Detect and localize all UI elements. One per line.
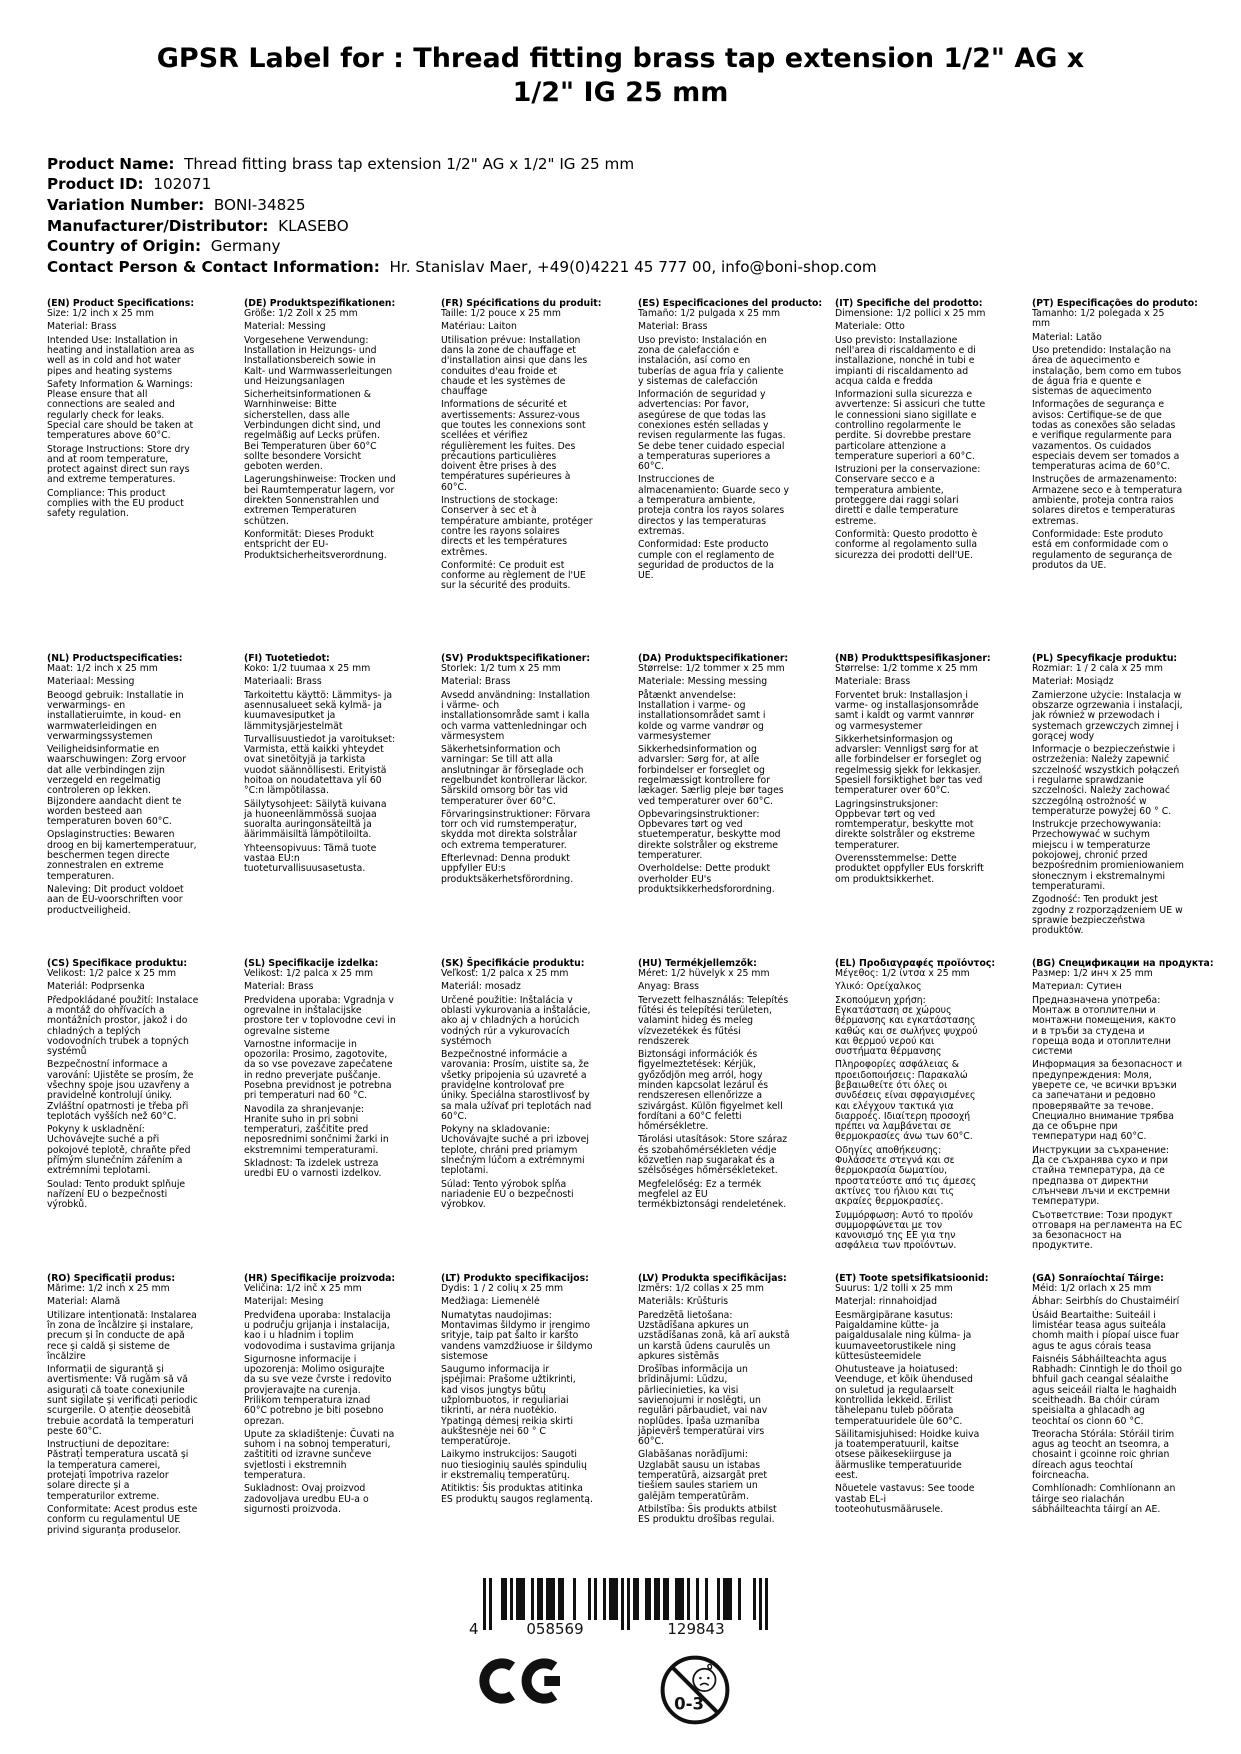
spec-paragraph: Súlad: Tento výrobok spĺňa nariadenie EÚ o bezpečnosti výrobkov. <box>441 1178 574 1211</box>
spec-paragraph: Avsedd användning: Installation i värme- och installationsområde samt i kalla och varma vattenledningar och värmesystem <box>441 689 591 742</box>
info-value: BONI-34825 <box>204 195 306 214</box>
spec-block-ga <box>1032 1274 1184 1536</box>
spec-block-header: (EL) Προδιαγραφές προϊόντος: <box>835 957 996 969</box>
spec-paragraph: Förvaringsinstruktioner: Förvara torr och vid rumstemperatur, skydda mot direkta solstrålar och extrema temperaturer. <box>441 808 591 851</box>
spec-paragraph: Material: Alamă <box>47 1296 121 1308</box>
ean13-barcode <box>469 1578 773 1646</box>
spec-paragraph: Treoracha Stórála: Stóráil tirim agus ag teocht an tseomra, a chosaint i gcoinne roic ghrian díreach agus teochtaí foircneacha. <box>1032 1428 1175 1482</box>
spec-paragraph: Koko: 1/2 tuumaa x 25 mm <box>244 663 371 675</box>
spec-paragraph: Forventet bruk: Installasjon i varme- og installasjonsområde samt i kaldt og varmt vannrør og varmesystemer <box>835 689 979 732</box>
product-info-row <box>47 216 1241 237</box>
spec-block-pl <box>1032 654 1184 959</box>
spec-paragraph: Sukladnost: Ovaj proizvod zadovoljava uredbu EU-a o sigurnosti proizvoda. <box>244 1483 369 1515</box>
spec-paragraph: Upute za skladištenje: Čuvati na suhom i na sobnoj temperaturi, zaštititi od izravne sunčeve svjetlosti i ekstremnih temperatura. <box>244 1428 395 1482</box>
spec-block-header: (PT) Especificações do produto: <box>1032 297 1198 309</box>
spec-paragraph: Vorgesehene Verwendung: Installation in Heizungs- und Installationsbereich sowie in Kalt- und Warmwasserleitungen und Heizungsanlagen <box>244 334 393 387</box>
spec-paragraph: Material: Brass <box>47 321 117 333</box>
spec-block-header: (SV) Produktspecifikationer: <box>441 652 591 664</box>
spec-paragraph: Megfelelőség: Ez a termék megfelel az EU termékbiztonsági rendeletének. <box>638 1178 787 1211</box>
spec-paragraph: Συμμόρφωση: Αυτό το προϊόν συμμορφώνεται με τον κανονισμό της ΕΕ για την ασφάλεια των προϊόντων. <box>835 1209 973 1252</box>
spec-paragraph: Størrelse: 1/2 tommer x 25 mm <box>638 663 785 675</box>
spec-paragraph: Uso previsto: Instalación en zona de calefacción e instalación, así como en tuberías de agua fría y caliente y sistemas de calefacción <box>638 334 784 387</box>
spec-block-pt <box>1032 297 1198 654</box>
spec-paragraph: Opbevaringsinstruktioner: Opbevares tørt og ved stuetemperatur, beskytte mod direkte solstråler og ekstreme temperaturer. <box>638 808 781 862</box>
spec-paragraph: Размер: 1/2 инч x 25 mm <box>1032 968 1153 980</box>
spec-paragraph: Πληροφορίες ασφάλειας & προειδοποιήσεις: Παρακαλώ βεβαιωθείτε ότι όλες οι συνδέσεις είναι σφραγισμένες και ελέγχουν τακτικά για διαρροές. Ιδιαίτερη προσοχή πρέπει να λαμβάνεται σε θερμοκρασίες άνω των 60°C. <box>835 1059 976 1143</box>
spec-block-header: (HR) Specifikacije proizvoda: <box>244 1272 396 1284</box>
spec-block-header: (NB) Produkttspesifikasjoner: <box>835 652 991 664</box>
spec-paragraph: Säilitamisjuhised: Hoidke kuiva ja toatemperatuuril, kaitse otsese päikesekiirguse ja äärmuslike temperatuuride eest. <box>835 1428 980 1482</box>
spec-paragraph: Intended Use: Installation in heating and installation area as well as in cold and hot water pipes and heating systems <box>47 334 195 377</box>
spec-paragraph: Size: 1/2 inch x 25 mm <box>47 308 154 320</box>
spec-paragraph: Sicherheitsinformationen & Warnhinweise: Bitte sicherstellen, dass alle Verbindungen dicht sind, und regelmäßig auf Lecks prüfen. Bei Temperaturen über 60°C sollte besondere Vorsicht geboten werden. <box>244 389 381 473</box>
spec-paragraph: Größe: 1/2 Zoll x 25 mm <box>244 308 358 320</box>
spec-block-da <box>638 654 790 959</box>
spec-paragraph: Materiale: Otto <box>835 321 905 333</box>
spec-paragraph: Storlek: 1/2 tum x 25 mm <box>441 663 561 675</box>
product-info-row <box>47 195 1241 216</box>
spec-block-en <box>47 299 199 654</box>
spec-paragraph: Informații de siguranță și avertismente: Vă rugăm să vă asigurați că toate conexiunile sunt sigilate și verificați periodic scurgerile. O atenție deosebită trebuie acordată la temperaturi peste 60°C. <box>47 1364 198 1437</box>
spec-paragraph: Sigurnosne informacije i upozorenja: Molimo osigurajte da su sve veze čvrste i redovito provjeravajte na curenja. Prilikom temperatura iznad 60°C potrebno je biti posebno oprezan. <box>244 1353 392 1427</box>
spec-block-header: (BG) Спецификации на продукта: <box>1032 957 1214 969</box>
spec-paragraph: Pokyny na skladovanie: Uchovávajte suché a pri izbovej teplote, chráni pred priamym slnečným lúčom a extrémnymi teplotami. <box>441 1124 589 1177</box>
spec-paragraph: Tervezett felhasználás: Telepítés fűtési és telepítési területen, valamint hideg és meleg vízvezetékek és fűtési rendszerek <box>638 994 789 1047</box>
spec-paragraph: Úsáid Beartaithe: Suiteáil i limistéar teasa agus suiteála chomh maith i píopaí uisce fuar agus te agus córais teasa <box>1032 1309 1180 1352</box>
spec-paragraph: Predviđena uporaba: Instalacija u području grijanja i instalacija, kao i u hladnim i toplim vodovodima i sustavima grijanja <box>244 1309 396 1352</box>
spec-block-et <box>835 1274 987 1536</box>
spec-paragraph: Beoogd gebruik: Installatie in verwarmings- en installatieruimte, in koud- en warmwaterleidingen en verwarmingssystemen <box>47 689 184 742</box>
info-value: Germany <box>201 237 281 256</box>
barcode-bars <box>469 1578 773 1642</box>
spec-paragraph: Uso pretendido: Instalação na área de aquecimento e instalação, bem como em tubos de água fria e quente e sistemas de aquecimento <box>1032 344 1182 398</box>
info-value: 102071 <box>143 175 212 194</box>
spec-paragraph: Säilytysohjeet: Säilytä kuivana ja huoneenlämmössä suojaa suoralta auringonsäteiltä ja äärimmäisiltä lämpötiloilta. <box>244 798 387 841</box>
spec-paragraph: Biztonsági információk és figyelmeztetések: Kérjük, győződjön meg arról, hogy minden kapcsolat lezárul és rendszeresen ellenőrizze a szivárgást. Külön figyelmet kell fordítani a 60°C feletti hőmérsékletre. <box>638 1049 783 1133</box>
spec-block-header: (DE) Produktspezifikationen: <box>244 297 396 309</box>
spec-paragraph: Materiaali: Brass <box>244 676 322 688</box>
spec-paragraph: Materijal: Mesing <box>244 1296 324 1308</box>
spec-paragraph: Zamierzone użycie: Instalacja w obszarze ogrzewania i instalacji, jak również w przewodach i systemach grzewczych zimnej i gorącej wody <box>1032 689 1183 742</box>
spec-paragraph: Οδηγίες αποθήκευσης: Φυλάσσετε στεγνά και σε θερμοκρασία δωματίου, προστατεύστε από τις άμεσες ακτίνες του ήλιου και τις ακραίες θερμοκρασίες. <box>835 1144 977 1208</box>
certification-marks <box>479 1654 731 1730</box>
spec-paragraph: Turvallisuustiedot ja varoitukset: Varmista, että kaikki yhteydet ovat sinetöityjä ja tarkista vuodot säännöllisesti. Erityistä hoitoa on noudatettava yli 60 °C:n lämpötilassa. <box>244 733 396 797</box>
spec-paragraph: Velikost: 1/2 palca x 25 mm <box>244 968 374 980</box>
spec-paragraph: Méret: 1/2 hüvelyk x 25 mm <box>638 968 770 980</box>
spec-block-header: (NL) Productspecificaties: <box>47 652 183 664</box>
spec-paragraph: Conformità: Questo prodotto è conforme al regolamento sulla sicurezza dei prodotti dell'UE. <box>835 528 978 561</box>
spec-paragraph: Ábhar: Seirbhís do Chustaiméirí <box>1032 1296 1180 1308</box>
spec-paragraph: Påtænkt anvendelse: Installation i varme- og installationsområdet samt i kolde og varme vandrør og varmesystemer <box>638 689 766 742</box>
spec-paragraph: Matériau: Laiton <box>441 321 517 333</box>
spec-paragraph: Laikymo instrukcijos: Saugoti nuo tiesioginių saulės spindulių ir ekstremalių temperatūrų. <box>441 1449 587 1482</box>
spec-paragraph: Informazioni sulla sicurezza e avvertenze: Si assicuri che tutte le connessioni siano sigillate e controllino regolarmente le perdite. Si dovrebbe prestare particolare attenzione a temperature superiori a 60°C. <box>835 389 986 462</box>
spec-paragraph: Paredzētā lietošana: Uzstādīšana apkures un uzstādīšanas zonā, kā arī aukstā un karstā ūdens caurulēs un apkures sistēmās <box>638 1309 790 1362</box>
spec-paragraph: Conformidad: Este producto cumple con el reglamento de seguridad de productos de la UE. <box>638 539 775 582</box>
spec-paragraph: Ohutusteave ja hoiatused: Veenduge, et kõik ühendused on suletud ja regulaarselt kontrollida lekkeid. Erilist tähelepanu tuleb pöörata temperatuuridele üle 60°C. <box>835 1364 973 1427</box>
spec-paragraph: Materiale: Messing messing <box>638 676 768 688</box>
spec-grid <box>47 299 1241 1536</box>
spec-paragraph: Izmērs: 1/2 collas x 25 mm <box>638 1283 764 1295</box>
spec-block-es <box>638 297 823 654</box>
svg-text:129843: 129843 <box>666 1620 725 1638</box>
info-value: KLASEBO <box>268 216 349 235</box>
spec-paragraph: Informações de segurança e avisos: Certifique-se de que todas as conexões são seladas e verifique regularmente para vazamentos. Os cuidados especiais devem ser tomados a temperaturas acima de 60°C. <box>1032 399 1180 473</box>
spec-paragraph: Compliance: This product complies with the EU product safety regulation. <box>47 487 184 520</box>
spec-paragraph: Overensstemmelse: Dette produktet oppfyller EUs forskrift om produktsikkerhet. <box>835 853 984 885</box>
spec-paragraph: Σκοπούμενη χρήση: Εγκατάσταση σε χώρους θέρμανσης και εγκατάστασης καθώς και σε σωλήνες ψυχρού και θερμού νερού και συστήματα θέρμανσης <box>835 994 978 1058</box>
info-label: Variation Number: <box>47 195 205 214</box>
spec-block-lt <box>441 1274 593 1536</box>
ce-mark-icon <box>479 1654 565 1712</box>
spec-block-header: (LV) Produkta specifikācijas: <box>638 1272 787 1284</box>
spec-block-header: (ES) Especificaciones del producto: <box>638 297 823 309</box>
spec-paragraph: Съответствие: Този продукт отговаря на регламента на ЕС за безопасност на продуктите. <box>1032 1209 1183 1252</box>
spec-block-header: (HU) Termékjellemzők: <box>638 957 757 969</box>
spec-paragraph: Pokyny k uskladnění: Uchovávejte suché a při pokojové teplotě, chraňte před přímým slunečním zářením a extrémními teplotami. <box>47 1124 191 1177</box>
svg-text:0-3: 0-3 <box>673 1694 704 1714</box>
spec-paragraph: Instrucciones de almacenamiento: Guarde seco y a temperatura ambiente, proteja contra los rayos solares directos y las temperaturas extremas. <box>638 474 789 537</box>
spec-block-bg <box>1032 957 1214 1274</box>
spec-paragraph: Materiał: Mosiądz <box>1032 676 1114 688</box>
spec-block-header: (ET) Toote spetsifikatsioonid: <box>835 1272 989 1284</box>
spec-paragraph: Instrukcje przechowywania: Przechowywać w suchym miejscu i w temperaturze pokojowej, chronić przed bezpośrednim promieniowaniem słonecznym i ekstremalnymi temperaturami. <box>1032 819 1184 892</box>
spec-paragraph: Informacje o bezpieczeństwie i ostrzeżenia: Należy zapewnić szczelność wszystkich połączeń i regularne sprawdzanie szczelności. Należy zachować szczególną ostrożność w temperaturze powyżej 60 ° C. <box>1032 744 1180 817</box>
spec-block-header: (EN) Product Specifications: <box>47 297 195 309</box>
spec-paragraph: Opslaginstructies: Bewaren droog en bij kamertemperatuur, beschermen tegen directe zonnestralen en extreme temperaturen. <box>47 829 197 882</box>
spec-paragraph: Lagringsinstruksjoner: Oppbevar tørt og ved romtemperatur, beskytte mot direkte solstråler og ekstreme temperaturer. <box>835 798 975 851</box>
spec-paragraph: Материал: Сутиен <box>1032 981 1122 993</box>
spec-paragraph: Utilisation prévue: Installation dans la zone de chauffage et d'installation ainsi que dans les conduites d'eau froide et chaude et les systèmes de chauffage <box>441 334 588 398</box>
spec-block-nl <box>47 654 199 959</box>
spec-paragraph: Dydis: 1 / 2 colių x 25 mm <box>441 1283 564 1295</box>
spec-paragraph: Soulad: Tento produkt splňuje nařízení EU o bezpečnosti výrobků. <box>47 1178 186 1211</box>
spec-block-header: (DA) Produktspecifikationer: <box>638 652 789 664</box>
product-info-row <box>47 257 1241 278</box>
spec-paragraph: Bezpečnostní informace a varování: Ujistěte se prosím, že všechny spoje jsou uzavřeny a pravidelně kontrolují úniky. Zvláštní opatrnosti je třeba při teplotách vyšších než 60°C. <box>47 1059 194 1122</box>
spec-paragraph: Størrelse: 1/2 tomme x 25 mm <box>835 663 978 675</box>
product-info <box>47 154 1241 278</box>
spec-paragraph: Sikkerhetsinformasjon og advarsler: Vennligst sørg for at alle forbindelser er forseglet og regelmessig sjekk for lekkasjer. Spesiell forsiktighet bør tas ved temperaturer over 60°C. <box>835 733 983 797</box>
spec-paragraph: Saugumo informacija ir įspėjimai: Prašome užtikrinti, kad visos jungtys būtų užplombuotos, ir reguliariai tikrinti, ar nėra nuotėkio. Ypatingą dėmesį reikia skirti aukštesnėje nei 60 ° C temperatūroje. <box>441 1364 576 1448</box>
spec-paragraph: Utilizare intenționată: Instalarea în zona de încălzire și instalare, precum și în conducte de apă rece și caldă și sisteme de încălzire <box>47 1309 197 1362</box>
spec-paragraph: Tamanho: 1/2 polegada x 25 mm <box>1032 308 1165 330</box>
spec-paragraph: Material: Messing <box>244 321 326 333</box>
spec-block-de <box>244 299 396 654</box>
spec-paragraph: Tamaño: 1/2 pulgada x 25 mm <box>638 308 781 320</box>
product-info-row <box>47 174 1241 195</box>
spec-block-hr <box>244 1274 396 1536</box>
spec-paragraph: Taille: 1/2 pouce x 25 mm <box>441 308 561 320</box>
spec-paragraph: Tarkoitettu käyttö: Lämmitys- ja asennusalueet sekä kylmä- ja kuumavesiputket ja lämmitysjärjestelmät <box>244 689 393 732</box>
spec-block-header: (SL) Specifikacije izdelka: <box>244 957 379 969</box>
footer <box>0 1578 1241 1730</box>
spec-block-header: (SK) Špecifikácie produktu: <box>441 957 585 969</box>
age-warning-0-3-icon <box>659 1654 731 1730</box>
spec-block-hu <box>638 959 790 1274</box>
spec-paragraph: Lagerungshinweise: Trocken und bei Raumtemperatur lagern, vor direkten Sonnenstrahlen und extremen Temperaturen schützen. <box>244 474 396 527</box>
spec-paragraph: Material: Brass <box>638 321 708 333</box>
spec-block-header: (PL) Specyfikacje produktu: <box>1032 652 1178 664</box>
spec-block-header: (IT) Specifiche del prodotto: <box>835 297 983 309</box>
spec-paragraph: Conformidade: Este produto está em conformidade com o regulamento de segurança de produtos da UE. <box>1032 528 1173 571</box>
product-info-row <box>47 154 1241 175</box>
spec-block-ro <box>47 1274 199 1536</box>
svg-text:4: 4 <box>468 1620 479 1638</box>
info-label: Country of Origin: <box>47 237 202 256</box>
spec-paragraph: Skladnost: Ta izdelek ustreza uredbi EU o varnosti izdelkov. <box>244 1158 382 1180</box>
spec-paragraph: Velikost: 1/2 palce x 25 mm <box>47 968 177 980</box>
spec-block-header: (RO) Specificații produs: <box>47 1272 176 1284</box>
spec-paragraph: Materiale: Brass <box>835 676 911 688</box>
spec-paragraph: Safety Information & Warnings: Please ensure that all connections are sealed and regularly check for leaks. Special care should be taken at temperatures above 60°C. <box>47 378 194 442</box>
spec-paragraph: Veiligheidsinformatie en waarschuwingen: Zorg ervoor dat alle verbindingen zijn verzegeld en regelmatig controleren op lekken. Bijzondere aandacht dient te worden besteed aan temperaturen boven 60°C. <box>47 744 187 828</box>
spec-block-it <box>835 299 987 654</box>
spec-paragraph: Veľkosť: 1/2 palca x 25 mm <box>441 968 569 980</box>
spec-block-sk <box>441 959 593 1274</box>
spec-paragraph: Suurus: 1/2 tolli x 25 mm <box>835 1283 953 1295</box>
spec-paragraph: Conformité: Ce produit est conforme au règlement de l'UE sur la sécurité des produits. <box>441 559 586 592</box>
spec-paragraph: Comhlíonadh: Comhlíonann an táirge seo rialachán sábháilteachta táirgí an AE. <box>1032 1483 1176 1515</box>
spec-block-fi <box>244 654 396 959</box>
spec-paragraph: Materiál: mosadz <box>441 981 521 993</box>
spec-paragraph: Säkerhetsinformation och varningar: Se till att alla anslutningar är förseglade och regelbundet kontrollerar läckor. Särskild omsorg bör tas vid temperaturer över 60°C. <box>441 744 588 807</box>
spec-paragraph: Předpokládané použití: Instalace a montáž do ohřívacích a montážních prostor, jakož i do chladných a teplých vodovodních trubek a topných systémů <box>47 994 199 1058</box>
product-info-row <box>47 236 1241 257</box>
spec-paragraph: Nõuetele vastavus: See toode vastab EL-i tooteohutusmäärusele. <box>835 1483 975 1515</box>
spec-paragraph: Atitiktis: Šis produktas atitinka ES produktų saugos reglamentą. <box>441 1483 593 1505</box>
spec-paragraph: Mărime: 1/2 inch x 25 mm <box>47 1283 170 1295</box>
spec-paragraph: Overholdelse: Dette produkt overholder EU's produktsikkerhedsforordning. <box>638 863 775 895</box>
page-title: GPSR Label for : Thread fitting brass tap extension 1/2" AG x 1/2" IG 25 mm <box>156 43 1085 108</box>
svg-text:058569: 058569 <box>525 1620 584 1638</box>
spec-paragraph: Materiál: Podprsenka <box>47 981 145 993</box>
spec-paragraph: Atbilstība: Šis produkts atbilst ES produktu drošības regulai. <box>638 1503 777 1526</box>
spec-paragraph: Uso previsto: Installazione nell'area di riscaldamento e di installazione, nonché in tubi e impianti di riscaldamento ad acqua calda e fredda <box>835 334 976 387</box>
spec-paragraph: Maat: 1/2 inch x 25 mm <box>47 663 158 675</box>
spec-paragraph: Информация за безопасност и предупреждения: Моля, уверете се, че всички връзки са запечатани и редовно проверявайте за течове. Специално внимание трябва да се обърне при температури над 60°C. <box>1032 1059 1183 1143</box>
spec-block-lv <box>638 1274 790 1536</box>
spec-paragraph: Dimensione: 1/2 pollici x 25 mm <box>835 308 986 320</box>
spec-paragraph: Инструкции за съхранение: Да се съхранява сухо и при стайна температура, да се предпазва от директни слънчеви лъчи и екстремни температури. <box>1032 1144 1171 1208</box>
spec-block-header: (GA) Sonraíochtaí Táirge: <box>1032 1272 1164 1284</box>
spec-paragraph: Efterlevnad: Denna produkt uppfyller EU:s produktsäkerhetsförordning. <box>441 853 574 885</box>
info-value: Thread fitting brass tap extension 1/2" AG x 1/2" IG 25 mm <box>174 154 635 173</box>
spec-paragraph: Predvidena uporaba: Vgradnja v ogrevalne in inštalacijske prostore ter v toplovodne cevi in ogrevalne sisteme <box>244 994 396 1037</box>
spec-paragraph: Zgodność: Ten produkt jest zgodny z rozporządzeniem UE w sprawie bezpieczeństwa produktów. <box>1032 894 1183 937</box>
spec-paragraph: Storage Instructions: Store dry and at room temperature, protect against direct sun rays and extreme temperatures. <box>47 443 190 486</box>
spec-block-fr <box>441 297 602 654</box>
spec-paragraph: Bezpečnostné informácie a varovania: Prosím, uistite sa, že všetky pripojenia sú uzavreté a pravidelne kontrolovať pre úniky. Špeciálna starostlivosť by sa mala užívať pri teplotách nad 60°C. <box>441 1049 592 1122</box>
spec-block-el <box>835 957 996 1274</box>
spec-paragraph: Drošības informācija un brīdinājumi: Lūdzu, pārliecinieties, ka visi savienojumi ir noslēgti, un regulāri pārbaudiet, vai nav noplūdes. Īpaša uzmanība jāpievērš temperatūrai virs 60°C. <box>638 1364 768 1448</box>
spec-paragraph: Sikkerhedsinformation og advarsler: Sørg for, at alle forbindelser er forseglet og regelmæssigt kontrollere for lækager. Særlig pleje bør tages ved temperaturer over 60°C. <box>638 744 784 807</box>
spec-paragraph: Varnostne informacije in opozorila: Prosimo, zagotovite, da so vse povezave zapečatene in redno preverjate puščanje. Posebna previdnost je potrebna pri temperaturi nad 60 °C. <box>244 1038 393 1102</box>
spec-paragraph: Μέγεθος: 1/2 ίντσα x 25 mm <box>835 968 970 980</box>
spec-paragraph: Materjal: rinnahoidjad <box>835 1296 937 1308</box>
spec-paragraph: Glabāšanas norādījumi: Uzglabāt sausu un istabas temperatūrā, aizsargāt pret tiešiem saules stariem un galējām temperatūrām. <box>638 1449 767 1502</box>
spec-block-header: (LT) Produkto specifikacijos: <box>441 1272 589 1284</box>
spec-paragraph: Material: Brass <box>441 676 511 688</box>
spec-paragraph: Naleving: Dit product voldoet aan de EU-voorschriften voor productveiligheid. <box>47 883 184 916</box>
spec-block-nb <box>835 652 991 959</box>
spec-block-header: (FR) Spécifications du produit: <box>441 297 602 309</box>
info-label: Product ID: <box>47 175 144 194</box>
spec-paragraph: Instruções de armazenamento: Armazene seco e à temperatura ambiente, proteja contra raios solares diretos e temperaturas extremas. <box>1032 474 1183 527</box>
spec-paragraph: Conformitate: Acest produs este conform cu regulamentul UE privind siguranța produselor. <box>47 1503 198 1536</box>
spec-paragraph: Konformität: Dieses Produkt entspricht der EU-Produktsicherheitsverordnung. <box>244 528 387 561</box>
spec-paragraph: Anyag: Brass <box>638 981 700 993</box>
spec-block-sv <box>441 654 593 959</box>
spec-block-header: (FI) Tuotetiedot: <box>244 652 330 664</box>
spec-paragraph: Tárolási utasítások: Store száraz és szobahőmérsékleten védje közvetlen nap sugarakat és a szélsőséges hőmérsékleteket. <box>638 1134 788 1177</box>
spec-paragraph: Rozmiar: 1 / 2 cala x 25 mm <box>1032 663 1163 675</box>
spec-paragraph: Určené použitie: Inštalácia v oblasti vykurovania a inštalácie, ako aj v chladných a horúcich vodných rúr a vykurovacích systémoch <box>441 994 591 1047</box>
info-label: Product Name: <box>47 154 175 173</box>
spec-paragraph: Materiaal: Messing <box>47 676 135 688</box>
spec-block-sl <box>244 959 396 1274</box>
spec-paragraph: Materiāls: Krūšturis <box>638 1296 729 1308</box>
spec-paragraph: Υλικό: Ορείχαλκος <box>835 981 922 993</box>
spec-paragraph: Instrucțiuni de depozitare: Păstrați temperatura uscată și la temperatura camerei, protejați împotriva razelor solare directe și a temperaturilor extreme. <box>47 1439 189 1502</box>
info-label: Contact Person & Contact Information: <box>47 258 380 277</box>
spec-paragraph: Medžiaga: Liemenėlė <box>441 1296 540 1308</box>
spec-paragraph: Предназначена употреба: Монтаж в отоплителни и монтажни помещения, както и в тръби за студена и гореща вода и отоплителни системи <box>1032 994 1176 1058</box>
spec-paragraph: Instructions de stockage: Conserver à sec et à température ambiante, protéger contre les rayons solaires directs et les températures extrêmes. <box>441 495 593 558</box>
spec-paragraph: Numatytas naudojimas: Montavimas šildymo ir įrengimo srityje, taip pat šalto ir karšto vandens vamzdžiuose ir šildymo sistemose <box>441 1309 593 1362</box>
spec-paragraph: Méid: 1/2 orlach x 25 mm <box>1032 1283 1152 1295</box>
info-label: Manufacturer/Distributor: <box>47 216 269 235</box>
spec-paragraph: Faisnéis Sábháilteachta agus Rabhadh: Cinntigh le do thoil go bhfuil gach ceangal séalaithe agus seiceáil rialta le haghaidh sceitheadh. Ba chóir cúram speisialta a ghlacadh ag teochtaí os cionn 60 °C. <box>1032 1353 1182 1427</box>
spec-block-cs <box>47 959 199 1274</box>
info-value: Hr. Stanislav Maer, +49(0)4221 45 777 00, info@boni-shop.com <box>379 258 877 277</box>
spec-paragraph: Material: Latão <box>1032 331 1102 343</box>
spec-block-header: (CS) Specifikace produktu: <box>47 957 188 969</box>
spec-paragraph: Veličina: 1/2 inč x 25 mm <box>244 1283 362 1295</box>
spec-paragraph: Yhteensopivuus: Tämä tuote vastaa EU:n tuoteturvallisuusasetusta. <box>244 842 377 875</box>
spec-paragraph: Navodila za shranjevanje: Hranite suho in pri sobni temperaturi, zaščitite pred neposrednimi sončnimi žarki in ekstremnimi temperaturami. <box>244 1103 389 1156</box>
spec-paragraph: Información de seguridad y advertencias: Por favor, asegúrese de que todas las conexiones estén selladas y revisen regularmente las fugas. Se debe tener cuidado especial a temperaturas superiores a 60°C. <box>638 389 786 473</box>
spec-paragraph: Istruzioni per la conservazione: Conservare secco e a temperatura ambiente, proteggere dai raggi solari diretti e dalle temperature estreme. <box>835 464 981 527</box>
spec-paragraph: Eesmärgipärane kasutus: Paigaldamine kütte- ja paigaldusalale ning külma- ja kuumaveetorustikele ning küttesüsteemidele <box>835 1309 972 1362</box>
spec-paragraph: Informations de sécurité et avertissements: Assurez-vous que toutes les connexions sont scellées et vérifiez régulièrement les fuites. Des précautions particulières doivent être prises à des températures supérieures à 60°C. <box>441 399 586 493</box>
spec-paragraph: Material: Brass <box>244 981 314 993</box>
